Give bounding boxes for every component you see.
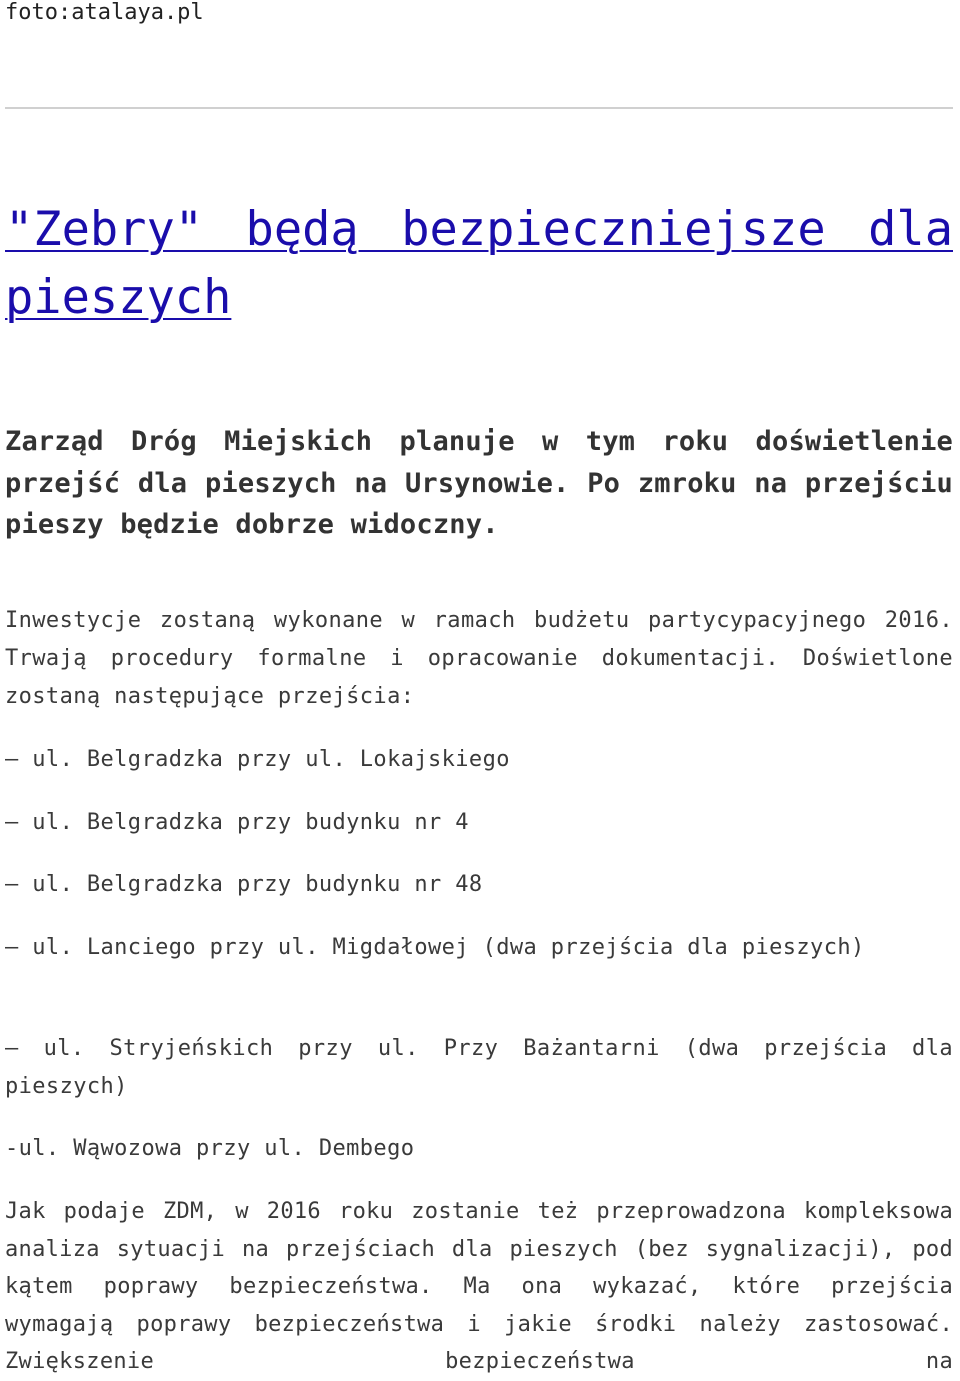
crossing-item: – ul. Belgradzka przy budynku nr 48 [5,872,483,897]
article-lead: Zarząd Dróg Miejskich planuje w tym roku doświetlenie przejść dla pieszych na Ursynowie. Po zmroku na przejściu pieszy będzie dobrze widoczny. [5,426,953,540]
crossing-item: – ul. Belgradzka przy budynku nr 4 [5,810,469,835]
photo-credit: foto:atalaya.pl [5,0,204,25]
crossing-item: – ul. Lanciego przy ul. Migdałowej (dwa przejścia dla pieszych) [5,935,865,960]
crossing-item: – ul. Belgradzka przy ul. Lokajskiego [5,747,510,772]
article-intro: Inwestycje zostaną wykonane w ramach budżetu partycypacyjnego 2016. Trwają procedury formalne i opracowanie dokumentacji. Doświetlone zostaną następujące przejścia: [5,608,953,709]
crossing-item: – ul. Stryjeńskich przy ul. Przy Bażantarni (dwa przejścia dla pieszych) [5,1036,953,1099]
article-title-link[interactable]: "Zebry" będą bezpieczniejsze dla pieszych [5,202,953,325]
article-closing-paragraph: Jak podaje ZDM, w 2016 roku zostanie też przeprowadzona kompleksowa analiza sytuacji na przejściach dla pieszych (bez sygnalizacji), pod kątem poprawy bezpieczeństwa. Ma ona wykazać, które przejścia wymagają poprawy bezpieczeństwa i jakie środki należy zastosować. Zwiększenie bezpieczeństwa na [5,1199,953,1374]
divider [5,107,953,109]
crossing-item: -ul. Wąwozowa przy ul. Dembego [5,1136,415,1161]
